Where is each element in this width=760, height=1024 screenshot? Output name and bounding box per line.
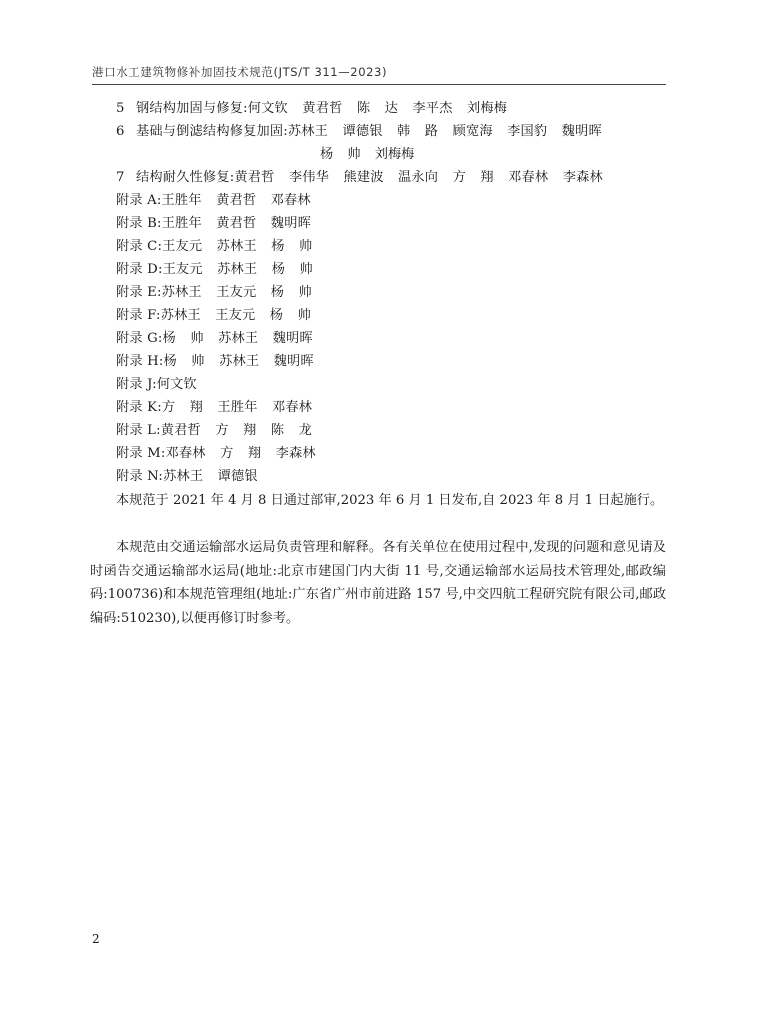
appendix-label: 附录 K: <box>116 400 162 415</box>
appendix-line <box>116 330 313 348</box>
credit-names: 苏林王 谭德银 韩 路 顾宽海 李国豹 魏明晖 <box>287 124 602 139</box>
appendix-label: 附录 F: <box>116 308 161 323</box>
appendix-label: 附录 D: <box>116 262 163 277</box>
credit-names-continued: 杨 帅 刘梅梅 <box>320 147 415 162</box>
credit-title: 钢结构加固与修复: <box>136 101 248 116</box>
appendix-line <box>116 399 312 417</box>
appendix-line <box>116 192 311 210</box>
credit-number: 6 <box>116 124 125 139</box>
header-rule <box>92 84 666 85</box>
appendix-label: 附录 A: <box>116 193 162 208</box>
appendix-line <box>116 284 312 302</box>
appendix-line <box>116 376 197 394</box>
appendix-names: 何文钦 <box>156 377 197 392</box>
appendix-label: 附录 B: <box>116 216 162 231</box>
paragraph-management: 本规范由交通运输部水运局负责管理和解释。各有关单位在使用过程中,发现的问题和意见请及时函告交通运输部水运局(地址:北京市建国门内大街 11 号,交通运输部水运局技术管理处,邮政编码:100736)和本规范管理组(地址:广东省广州市前进路 157 号,中交四航工程研究院有限公司,邮政编码:510230),以便再修订时参考。 <box>90 540 666 626</box>
appendix-names: 杨 帅 苏林王 魏明晖 <box>162 331 313 346</box>
credit-title: 基础与倒滤结构修复加固: <box>136 124 288 139</box>
credit-names: 何文钦 黄君哲 陈 达 李平杰 刘梅梅 <box>247 101 508 116</box>
appendix-line <box>116 215 311 233</box>
credit-names: 黄君哲 李伟华 熊建波 温永向 方 翔 邓春林 李森林 <box>234 170 603 185</box>
credit-line-7 <box>116 169 603 187</box>
credit-number: 7 <box>116 170 125 185</box>
appendix-line <box>116 468 258 486</box>
appendix-names: 苏林王 王友元 杨 帅 <box>161 285 312 300</box>
appendix-label: 附录 L: <box>116 423 161 438</box>
appendix-line <box>116 353 314 371</box>
appendix-names: 杨 帅 苏林王 魏明晖 <box>163 354 314 369</box>
appendix-names: 王友元 苏林王 杨 帅 <box>162 239 313 254</box>
appendix-label: 附录 C: <box>116 239 163 254</box>
paragraph-approval: 本规范于 2021 年 4 月 8 日通过部审,2023 年 6 月 1 日发布,自 2023 年 8 月 1 日起施行。 <box>116 493 664 508</box>
appendix-names: 黄君哲 方 翔 陈 龙 <box>160 423 313 438</box>
credit-line-5 <box>116 100 507 118</box>
appendix-names: 苏林王 谭德银 <box>163 469 258 484</box>
credit-line-6 <box>116 123 602 141</box>
appendix-label: 附录 N: <box>116 469 164 484</box>
appendix-names: 邓春林 方 翔 李森林 <box>165 446 316 461</box>
appendix-label: 附录 H: <box>116 354 164 369</box>
appendix-names: 方 翔 王胜年 邓春林 <box>161 400 313 415</box>
appendix-names: 王友元 苏林王 杨 帅 <box>162 262 313 277</box>
appendix-line <box>116 238 312 256</box>
appendix-line <box>116 307 311 325</box>
appendix-names: 苏林王 王友元 杨 帅 <box>160 308 311 323</box>
appendix-line <box>116 445 316 463</box>
page-number: 2 <box>92 932 100 946</box>
appendix-label: 附录 J: <box>116 377 157 392</box>
appendix-line <box>116 261 313 279</box>
appendix-label: 附录 M: <box>116 446 166 461</box>
appendix-label: 附录 G: <box>116 331 163 346</box>
appendix-label: 附录 E: <box>116 285 162 300</box>
appendix-line <box>116 422 312 440</box>
running-header: 港口水工建筑物修补加固技术规范(JTS/T 311—2023) <box>92 65 388 79</box>
appendix-names: 王胜年 黄君哲 邓春林 <box>161 193 311 208</box>
credit-title: 结构耐久性修复: <box>136 170 235 185</box>
appendix-names: 王胜年 黄君哲 魏明晖 <box>161 216 311 231</box>
credit-number: 5 <box>116 101 125 116</box>
